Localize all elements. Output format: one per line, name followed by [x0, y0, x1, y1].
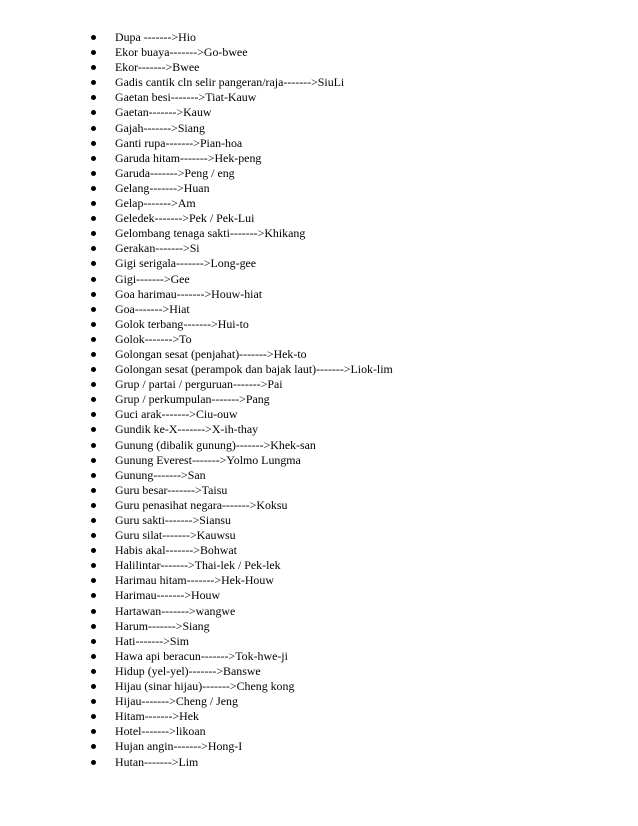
- entry-text: Gaetan------->Kauw: [115, 105, 212, 120]
- bullet-icon: [91, 126, 96, 131]
- list-item: [91, 196, 611, 211]
- entry-text: Hotel------->likoan: [115, 724, 206, 739]
- entry-text: Gigi serigala------->Long-gee: [115, 256, 257, 271]
- list-item: [91, 558, 611, 573]
- entry-text: Goa harimau------->Houw-hiat: [115, 286, 263, 301]
- list-item: [91, 573, 611, 588]
- bullet-icon: [91, 95, 96, 100]
- bullet-icon: [91, 699, 96, 704]
- bullet-icon: [91, 609, 96, 614]
- bullet-icon: [91, 563, 96, 568]
- list-item: [91, 226, 611, 241]
- list-item: [91, 468, 611, 483]
- entry-text: Guru silat------->Kauwsu: [115, 528, 236, 543]
- entry-text: Goa------->Hiat: [115, 301, 190, 316]
- bullet-icon: [91, 141, 96, 146]
- list-item: [91, 453, 611, 468]
- entry-text: Hijau------->Cheng / Jeng: [115, 694, 238, 709]
- list-item: [91, 634, 611, 649]
- bullet-icon: [91, 156, 96, 161]
- entry-text: Gelombang tenaga sakti------->Khikang: [115, 226, 306, 241]
- entry-text: Ekor------->Bwee: [115, 60, 200, 75]
- entry-text: Gerakan------->Si: [115, 241, 200, 256]
- list-item: [91, 362, 611, 377]
- bullet-icon: [91, 292, 96, 297]
- entry-text: Gelang------->Huan: [115, 180, 210, 195]
- bullet-icon: [91, 458, 96, 463]
- entry-text: Hutan------->Lim: [115, 754, 199, 769]
- entry-text: Gundik ke-X------->X-ih-thay: [115, 422, 259, 437]
- bullet-icon: [91, 110, 96, 115]
- entry-text: Gunung (dibalik gunung)------->Khek-san: [115, 437, 316, 452]
- bullet-icon: [91, 80, 96, 85]
- bullet-icon: [91, 593, 96, 598]
- list-item: [91, 724, 611, 739]
- entry-text: Hawa api beracun------->Tok-hwe-ji: [115, 648, 288, 663]
- list-item: [91, 513, 611, 528]
- bullet-icon: [91, 382, 96, 387]
- list-item: [91, 181, 611, 196]
- list-item: [91, 136, 611, 151]
- entry-text: Hidup (yel-yel)------->Banswe: [115, 663, 261, 678]
- list-item: [91, 121, 611, 136]
- entry-text: Habis akal------->Bohwat: [115, 543, 237, 558]
- list-item: [91, 377, 611, 392]
- bullet-icon: [91, 231, 96, 236]
- bullet-icon: [91, 760, 96, 765]
- list-item: [91, 90, 611, 105]
- entry-text: Gigi------->Gee: [115, 271, 190, 286]
- bullet-icon: [91, 729, 96, 734]
- list-item: [91, 498, 611, 513]
- list-item: [91, 649, 611, 664]
- list-item: [91, 619, 611, 634]
- bullet-icon: [91, 186, 96, 191]
- bullet-icon: [91, 639, 96, 644]
- bullet-icon: [91, 277, 96, 282]
- bullet-icon: [91, 322, 96, 327]
- entry-text: Golok terbang------->Hui-to: [115, 316, 249, 331]
- bullet-icon: [91, 201, 96, 206]
- list-item: [91, 679, 611, 694]
- list-item: [91, 392, 611, 407]
- list-item: [91, 211, 611, 226]
- list-item: [91, 438, 611, 453]
- bullet-icon: [91, 443, 96, 448]
- bullet-icon: [91, 578, 96, 583]
- list-item: [91, 483, 611, 498]
- entry-text: Hartawan------->wangwe: [115, 603, 236, 618]
- list-item: [91, 528, 611, 543]
- bullet-icon: [91, 669, 96, 674]
- bullet-icon: [91, 216, 96, 221]
- list-item: [91, 272, 611, 287]
- entry-text: Harimau------->Houw: [115, 588, 221, 603]
- entry-text: Garuda hitam------->Hek-peng: [115, 150, 262, 165]
- entry-text: Gunung------->San: [115, 467, 206, 482]
- bullet-icon: [91, 427, 96, 432]
- list-item: [91, 347, 611, 362]
- bullet-icon: [91, 412, 96, 417]
- bullet-icon: [91, 744, 96, 749]
- bullet-icon: [91, 473, 96, 478]
- list-item: [91, 151, 611, 166]
- entry-text: Gajah------->Siang: [115, 120, 205, 135]
- entry-text: Golongan sesat (perampok dan bajak laut)------->Liok-lim: [115, 362, 393, 377]
- bullet-icon: [91, 714, 96, 719]
- list-item: [91, 241, 611, 256]
- entry-text: Guru penasihat negara------->Koksu: [115, 497, 288, 512]
- list-item: [91, 604, 611, 619]
- bullet-icon: [91, 548, 96, 553]
- list-item: [91, 694, 611, 709]
- entry-text: Hijau (sinar hijau)------->Cheng kong: [115, 679, 295, 694]
- list-item: [91, 543, 611, 558]
- list-item: [91, 60, 611, 75]
- list-item: [91, 256, 611, 271]
- bullet-icon: [91, 624, 96, 629]
- list-item: [91, 105, 611, 120]
- list-item: [91, 422, 611, 437]
- bullet-icon: [91, 518, 96, 523]
- entry-text: Grup / partai / perguruan------->Pai: [115, 377, 283, 392]
- bullet-icon: [91, 171, 96, 176]
- bullet-icon: [91, 35, 96, 40]
- list-item: [91, 302, 611, 317]
- bullet-icon: [91, 65, 96, 70]
- bullet-icon: [91, 352, 96, 357]
- bullet-icon: [91, 533, 96, 538]
- entry-text: Hitam------->Hek: [115, 709, 199, 724]
- entry-text: Harimau hitam------->Hek-Houw: [115, 573, 274, 588]
- list-item: [91, 30, 611, 45]
- entry-text: Guci arak------->Ciu-ouw: [115, 407, 238, 422]
- entry-text: Gunung Everest------->Yolmo Lungma: [115, 452, 301, 467]
- bullet-icon: [91, 684, 96, 689]
- list-item: [91, 664, 611, 679]
- list-item: [91, 407, 611, 422]
- bullet-icon: [91, 50, 96, 55]
- list-item: [91, 709, 611, 724]
- glossary-list: [91, 30, 611, 770]
- bullet-icon: [91, 307, 96, 312]
- entry-text: Golongan sesat (penjahat)------->Hek-to: [115, 346, 307, 361]
- list-item: [91, 739, 611, 754]
- bullet-icon: [91, 367, 96, 372]
- list-item: [91, 588, 611, 603]
- list-item: [91, 75, 611, 90]
- list-item: [91, 166, 611, 181]
- bullet-icon: [91, 337, 96, 342]
- bullet-icon: [91, 488, 96, 493]
- list-item: [91, 317, 611, 332]
- bullet-icon: [91, 503, 96, 508]
- list-item: [91, 332, 611, 347]
- entry-text: Golok------->To: [115, 331, 192, 346]
- entry-text: Dupa ------->Hio: [115, 30, 196, 44]
- bullet-icon: [91, 261, 96, 266]
- entry-text: Garuda------->Peng / eng: [115, 165, 235, 180]
- entry-text: Guru sakti------->Siansu: [115, 513, 232, 527]
- bullet-icon: [91, 654, 96, 659]
- entry-text: Guru besar------->Taisu: [115, 482, 228, 497]
- entry-text: Halilintar------->Thai-lek / Pek-lek: [115, 558, 281, 573]
- bullet-icon: [91, 397, 96, 402]
- entry-text: Ekor buaya------->Go-bwee: [115, 45, 248, 60]
- entry-text: Grup / perkumpulan------->Pang: [115, 392, 270, 407]
- entry-text: Geledek------->Pek / Pek-Lui: [115, 211, 255, 226]
- entry-text: Gaetan besi------->Tiat-Kauw: [115, 90, 257, 105]
- entry-text: Gadis cantik cln selir pangeran/raja------->SiuLi: [115, 75, 345, 90]
- bullet-icon: [91, 246, 96, 251]
- entry-text: Ganti rupa------->Pian-hoa: [115, 135, 243, 150]
- entry-text: Hujan angin------->Hong-I: [115, 739, 243, 754]
- list-item: [91, 45, 611, 60]
- list-item: [91, 755, 611, 770]
- entry-text: Hati------->Sim: [115, 633, 190, 648]
- entry-text: Gelap------->Am: [115, 196, 196, 211]
- list-item: [91, 287, 611, 302]
- entry-text: Harum------->Siang: [115, 618, 210, 633]
